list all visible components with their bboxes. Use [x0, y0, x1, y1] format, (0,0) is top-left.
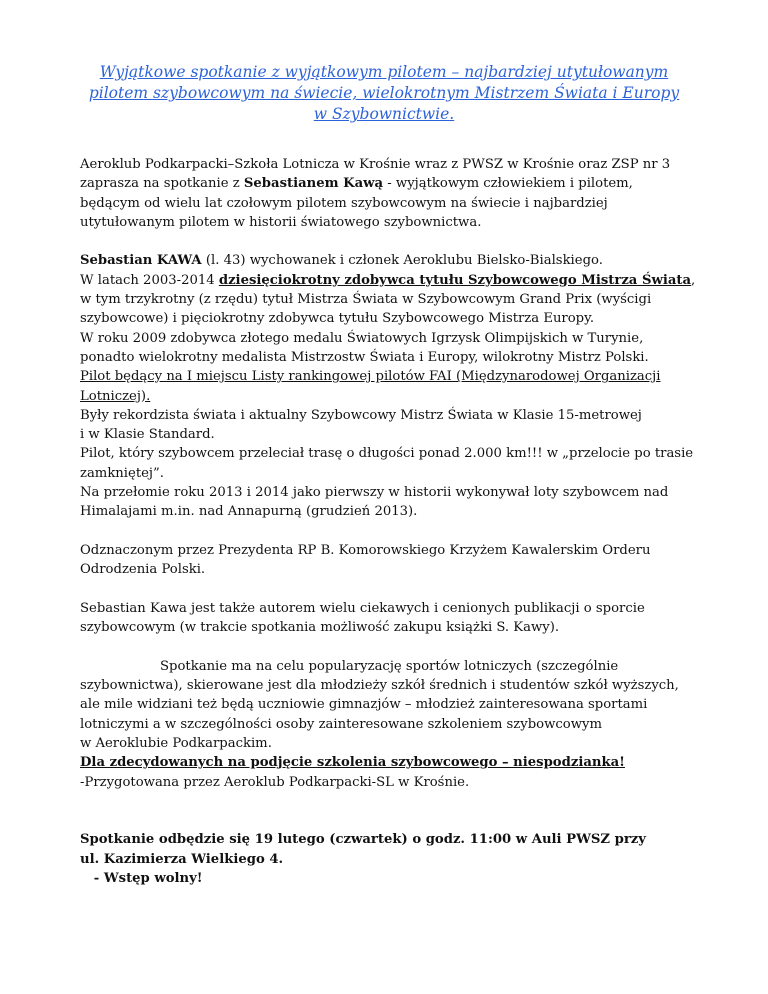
bio-line-5: W roku 2009 zdobywca złotego medalu Światowych Igrzysk Olimpijskich w Turynie, — [80, 330, 644, 346]
free-entry-note: - Wstęp wolny! — [80, 870, 203, 886]
bio-line-2 — [80, 271, 720, 290]
bio-line-3: w tym trzykrotny (z rzędu) tytuł Mistrza Świata w Szybowcowym Grand Prix (wyścigi — [80, 292, 652, 308]
purpose-line-4: lotniczymi a w szczególności osoby zainteresowane szkoleniem szybowcowym — [80, 716, 602, 732]
bio-line-10: i w Klasie Standard. — [80, 427, 215, 443]
author-line-2: szybowcowym (w trakcie spotkania możliwość zakupu książki S. Kawy). — [80, 620, 560, 636]
document-body — [80, 155, 720, 888]
intro-text: zaprasza na spotkanie z — [80, 176, 244, 192]
guest-name: Sebastianem Kawą — [243, 176, 384, 192]
bio-line-14: Himalajami m.in. nad Annapurną (grudzień 2013). — [80, 504, 418, 520]
surprise-announcement: Dla zdecydowanych na podjęcie szkolenia szybowcowego – niespodzianka! — [80, 755, 625, 771]
title-line-1: Wyjątkowe spotkanie z wyjątkowym pilotem – najbardziej utytułowanym — [99, 63, 669, 81]
intro-line-3: będącym od wielu lat czołowym pilotem szybowcowym na świecie i najbardziej — [80, 195, 608, 211]
bio-line-11: Pilot, który szybowcem przeleciał trasę o długości ponad 2.000 km!!! w „przelocie po trasie — [80, 446, 694, 462]
bio-text: (l. 43) wychowanek i członek Aeroklubu Bielsko-Bialskiego. — [201, 253, 603, 269]
award-line-1: Odznaczonym przez Prezydenta RP B. Komorowskiego Krzyżem Kawalerskim Orderu — [80, 542, 651, 558]
event-address: ul. Kazimierza Wielkiego 4. — [80, 851, 284, 867]
intro-line-2 — [80, 174, 720, 193]
award-line-2: Odrodzenia Polski. — [80, 562, 206, 578]
document-title — [70, 62, 698, 125]
author-line-1: Sebastian Kawa jest także autorem wielu ciekawych i cenionych publikacji o sporcie — [80, 600, 645, 616]
purpose-line-5: w Aeroklubie Podkarpackim. — [80, 735, 272, 751]
bio-text: , — [691, 272, 696, 288]
intro-text: - wyjątkowym człowiekiem i pilotem, — [383, 176, 633, 192]
purpose-line-2: szybownictwa), skierowane jest dla młodzieży szkół średnich i studentów szkół wyższych, — [80, 678, 679, 694]
bio-text: W latach 2003-2014 — [80, 272, 219, 288]
bio-line-7: Pilot będący na I miejscu Listy rankingowej pilotów FAI (Międzynarodowej Organizacji — [80, 369, 661, 385]
bio-name: Sebastian KAWA — [80, 253, 202, 269]
bio-line-4: szybowcowe) i pięciokrotny zdobywca tytułu Szybowcowego Mistrza Europy. — [80, 311, 595, 327]
bio-line-13: Na przełomie roku 2013 i 2014 jako pierwszy w historii wykonywał loty szybowcem nad — [80, 485, 669, 501]
bio-line-9: Były rekordzista świata i aktualny Szybowcowy Mistrz Świata w Klasie 15-metrowej — [80, 407, 642, 423]
bio-line-6: ponadto wielokrotny medalista Mistrzostw Świata i Europy, wilokrotny Mistrz Polski. — [80, 349, 649, 365]
purpose-line-1: Spotkanie ma na celu popularyzację sportów lotniczych (szczególnie — [160, 658, 619, 674]
world-champion-title: dziesięciokrotny zdobywca tytułu Szybowcowego Mistrza Świata — [218, 272, 692, 288]
bio-line-8: Lotniczej). — [80, 388, 151, 404]
intro-line-1: Aeroklub Podkarpacki–Szkoła Lotnicza w Krośnie wraz z PWSZ w Krośnie oraz ZSP nr 3 — [80, 157, 671, 172]
purpose-line-3: ale mile widziani też będą uczniowie gimnazjów – młodzież zainteresowana sportami — [80, 697, 648, 713]
bio-line-12: zamkniętej”. — [80, 465, 164, 481]
purpose-line-7: -Przygotowana przez Aeroklub Podkarpacki-SL w Krośnie. — [80, 774, 470, 790]
title-line-2: pilotem szybowcowym na świecie, wielokrotnym Mistrzem Świata i Europy — [88, 84, 680, 102]
event-details-line-1: Spotkanie odbędzie się 19 lutego (czwartek) o godz. 11:00 w Auli PWSZ przy — [80, 832, 646, 848]
title-line-3: w Szybownictwie. — [313, 105, 455, 123]
intro-line-4: utytułowanym pilotem w historii światowego szybownictwa. — [80, 214, 482, 230]
bio-line-1 — [80, 251, 720, 270]
